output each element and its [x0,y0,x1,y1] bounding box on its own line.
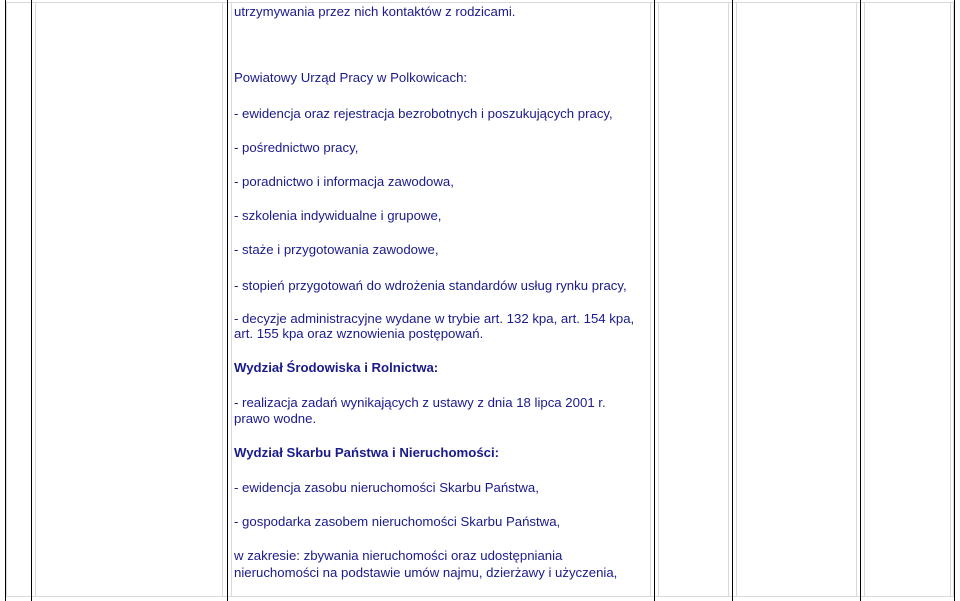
text-line: - realizacja zadań wynikających z ustawy z dnia 18 lipca 2001 r. [234,395,606,410]
text-line: prawo wodne. [234,411,317,426]
table-border-line [954,0,955,601]
table-cell-border [736,2,857,597]
text-line: Powiatowy Urząd Pracy w Polkowicach: [234,70,468,85]
text-line: art. 155 kpa oraz wznowienia postępowań. [234,326,484,341]
text-line: - gospodarka zasobem nieruchomości Skarbu Państwa, [234,514,561,529]
text-line: - staże i przygotowania zawodowe, [234,242,439,257]
text-line: - pośrednictwo pracy, [234,140,359,155]
table-cell-border [864,2,951,597]
table-border-line [654,0,655,601]
table-border-line [732,0,733,601]
table-cell-border [658,2,729,597]
text-line: - ewidencja zasobu nieruchomości Skarbu Państwa, [234,480,539,495]
table-border-line [5,0,6,601]
table-border-line [860,0,861,601]
text-line: nieruchomości na podstawie umów najmu, dzierżawy i użyczenia, [234,565,618,580]
text-line: - szkolenia indywidualne i grupowe, [234,208,442,223]
table-border-line [31,0,32,601]
text-line: utrzymywania przez nich kontaktów z rodzicami. [234,4,516,19]
text-line: - stopień przygotowań do wdrożenia standardów usług rynku pracy, [234,278,627,293]
section-heading: Wydział Skarbu Państwa i Nieruchomości: [234,445,500,460]
text-line: - decyzje administracyjne wydane w trybie art. 132 kpa, art. 154 kpa, [234,311,635,326]
table-border-line [227,0,228,601]
text-line: - ewidencja oraz rejestracja bezrobotnych i poszukujących pracy, [234,106,613,121]
text-line: w zakresie: zbywania nieruchomości oraz udostępniania [234,548,563,563]
table-cell-border [35,2,223,597]
section-heading: Wydział Środowiska i Rolnictwa: [234,360,439,375]
text-line: - poradnictwo i informacja zawodowa, [234,174,454,189]
table-cell-border [231,2,651,597]
